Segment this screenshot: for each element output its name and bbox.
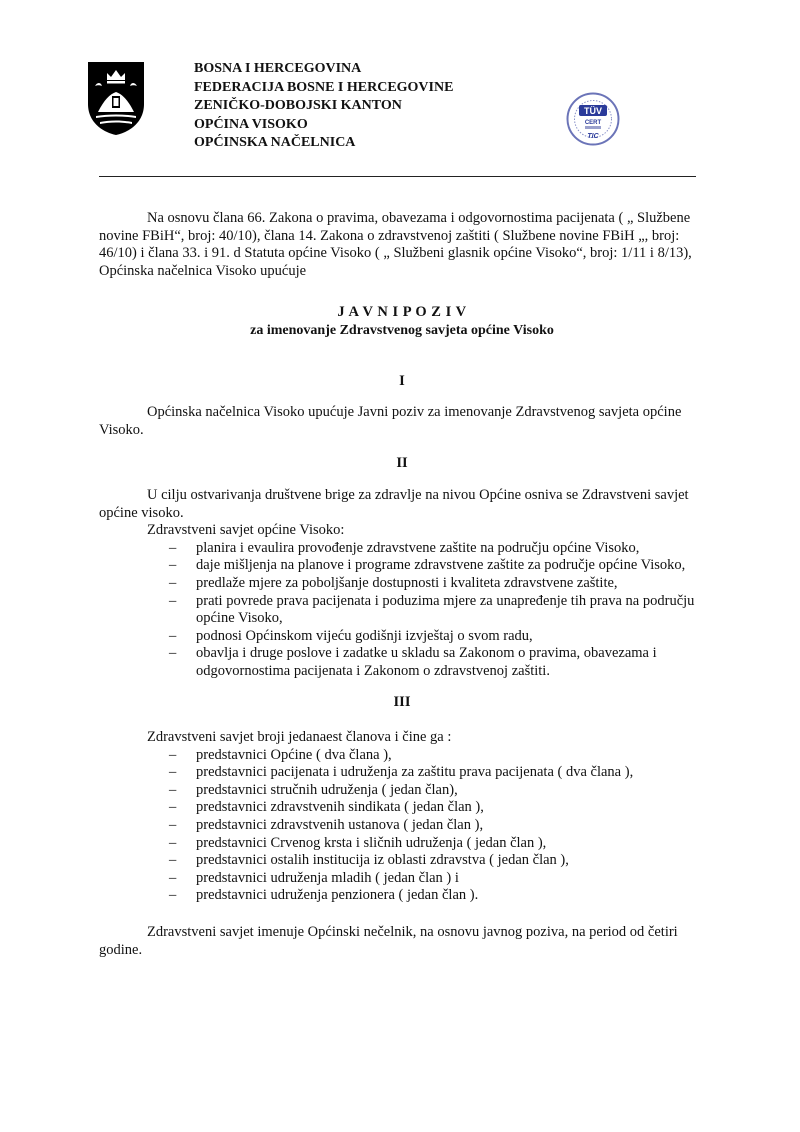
list-item: – predstavnici udruženja mladih ( jedan član ) i (169, 870, 705, 888)
list-item: – planira i evaulira provođenje zdravstvene zaštite na području općine Visoko, (169, 540, 705, 558)
letterhead-line: OPĆINA VISOKO (194, 116, 308, 132)
list-item: – predstavnici Crvenog krsta i sličnih udruženja ( jedan član ), (169, 835, 705, 853)
list-item: – obavlja i druge poslove i zadatke u skladu sa Zakonom o pravima, obavezama i odgovornostima pacijenata i Zakonom o zdravstvenoj zaštiti. (169, 645, 705, 680)
section-numeral: II (396, 455, 408, 472)
letterhead-line: BOSNA I HERCEGOVINA (194, 61, 362, 76)
list-lead: Zdravstveni savjet općine Visoko: (147, 522, 345, 539)
list-item: – daje mišljenja na planove i programe zdravstvene zaštite za područje općine Visoko, (169, 557, 705, 575)
list-item: – predstavnici pacijenata i udruženja za zaštitu prava pacijenata ( dva člana ), (169, 764, 705, 782)
list-item: – predstavnici ostalih institucija iz oblasti zdravstva ( jedan član ), (169, 852, 705, 870)
section-numeral: I (399, 372, 405, 389)
cert-top-text: TÜV (584, 106, 602, 116)
header-divider (99, 176, 696, 177)
list-item: – predstavnici Općine ( dva člana ), (169, 747, 705, 765)
list-item: – predstavnici stručnih udruženja ( jedan član), (169, 782, 705, 800)
letterhead-line: ZENIČKO-DOBOJSKI KANTON (194, 98, 402, 113)
closing-paragraph: Zdravstveni savjet imenuje Općinski nečelnik, na osnovu javnog poziva, na period od četiri godine. (99, 924, 678, 958)
section-numeral: III (393, 694, 411, 711)
list-item: – podnosi Općinskom vijeću godišnji izvještaj o svom radu, (169, 628, 705, 646)
list-item: – predstavnici zdravstvenih sindikata ( jedan član ), (169, 799, 705, 817)
section-paragraph: U cilju ostvarivanja društvene brige za zdravlje na nivou Općine osniva se Zdravstveni savjet općine visoko. (99, 486, 689, 521)
list-item: – predstavnici udruženja penzionera ( jedan član ). (169, 887, 705, 905)
cert-bottom-text: TIC (587, 133, 599, 140)
members-list (99, 747, 705, 905)
visoko-coat-of-arms-icon (86, 60, 146, 136)
list-item: – prati povrede prava pacijenata i poduzima mjere za unapređenje tih prava na području općine Visoko, (169, 593, 705, 628)
tuv-cert-logo-icon (566, 92, 620, 146)
duties-list (99, 540, 705, 681)
letterhead (194, 60, 453, 153)
intro-paragraph: Na osnovu člana 66. Zakona o pravima, obavezama i odgovornostima pacijenata ( „ Službene novine FBiH“, broj: 40/10), člana 14. Zakona o zdravstvenoj zaštiti ( Službene novine FBiH „, broj: 46/10) i člana 33. i 91. d Statuta općine Visoko ( „ Službeni glasnik općine Visoko“, broj: 1/11 i 8/13), Općinska načelnica Visoko upućuje (99, 210, 692, 279)
list-lead: Zdravstveni savjet broji jedanaest članova i čine ga : (147, 729, 452, 746)
document-title: J A V N I P O Z I V (337, 304, 467, 321)
letterhead-line: OPĆINSKA NAČELNICA (194, 135, 356, 150)
list-item: – predstavnici zdravstvenih ustanova ( jedan član ), (169, 817, 705, 835)
cert-middle-text: CERT (584, 120, 602, 126)
list-item: – predlaže mjere za poboljšanje dostupnosti i kvaliteta zdravstvene zaštite, (169, 575, 705, 593)
document-subtitle: za imenovanje Zdravstvenog savjeta općine Visoko (250, 322, 554, 338)
document-body (99, 210, 705, 959)
section-paragraph: Općinska načelnica Visoko upućuje Javni poziv za imenovanje Zdravstvenog savjeta općine Visoko. (99, 404, 682, 438)
letterhead-line: FEDERACIJA BOSNE I HERCEGOVINE (194, 79, 454, 95)
